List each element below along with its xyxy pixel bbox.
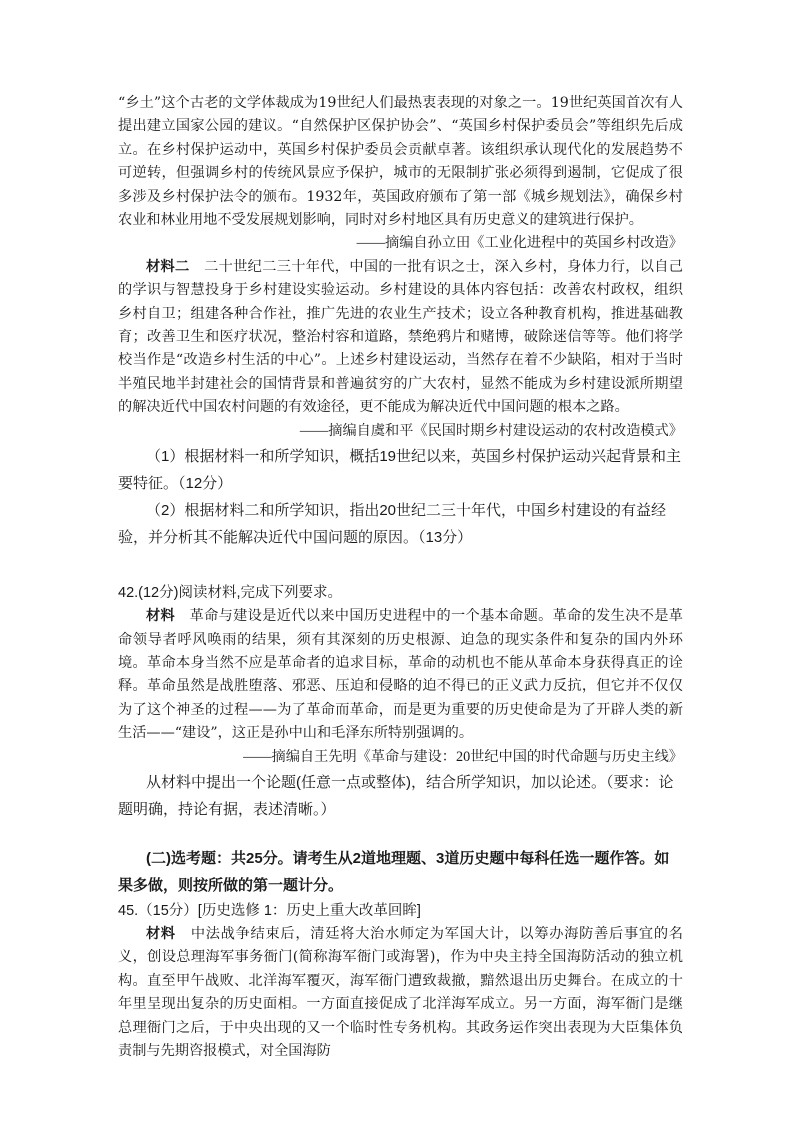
material-2-text: 二十世纪二三十年代，中国的一批有识之士，深入乡村，身体力行，以自己的学识与智慧投身于乡村建设实验运动。乡村建设的具体内容包括：改善农村政权，组织乡村自卫；组建各种合作社，推广先进的农业生产技术；设立各种教育机构，推进基础教育；改善卫生和医疗状况，整治村容和道路，禁绝鸦片和赌博，破除迷信等等。他们将学校当作是“改造乡村生活的中心”。上述乡村建设运动，当然存在着不少缺陷，相对于当时半殖民地半封建社会的国情背景和普遍贫穷的广大农村，显然不能成为乡村建设派所期望的解决近代中国农村问题的有效途径，更不能成为解决近代中国问题的根本之路。 <box>118 258 683 416</box>
question-42-text: 革命与建设是近代以来中国历史进程中的一个基本命题。革命的发生决不是革命领导者呼风唤雨的结果，须有其深刻的历史根源、迫急的现实条件和复杂的国内外环境。革命本身当然不应是革命者的追求目标，革命的动机也不能从革命本身获得真正的诠释。革命虽然是战胜堕落、邪恶、压迫和侵略的迫不得已的正义武力反抗，但它并不仅仅为了这个神圣的过程——为了革命而革命，而是更为重要的历史使命是为了开辟人类的新生活——“建设”，这正是孙中山和毛泽东所特别强调的。 <box>118 608 683 742</box>
material-2-paragraph <box>118 256 683 420</box>
question-41-2: （2）根据材料二和所学知识，指出20世纪二三十年代，中国乡村建设的有益经验，并分析其不能解决近代中国问题的原因。（13分） <box>118 502 667 547</box>
question-45-heading: 45.（15分）[历史选修 1：历史上重大改革回眸] <box>118 902 421 919</box>
question-42-label: 材料 <box>146 608 176 625</box>
exam-page <box>118 92 683 1063</box>
question-45-material <box>118 923 683 1063</box>
material-2-source: ——摘编自虞和平《民国时期乡村建设运动的农村改造模式》 <box>299 422 683 439</box>
question-45-text: 中法战争结束后，清廷将大治水师定为军国大计，以筹办海防善后事宜的名义，创设总理海军事务衙门(简称海军衙门或海署)，作为中央主持全国海防活动的独立机构。直至甲午战败、北洋海军覆灭，海军衙门遭致裁撤，黯然退出历史舞台。在成立的十年里呈现出复杂的历史面相。一方面直接促成了北洋海军成立。另一方面，海军衙门是继总理衙门之后，于中央出现的又一个临时性专务机构。其政务运作突出表现为大臣集体负责制与先期咨报模式，对全国海防 <box>118 925 683 1059</box>
question-41-1: （1）根据材料一和所学知识，概括19世纪以来，英国乡村保护运动兴起背景和主要特征。（12分） <box>118 448 682 493</box>
elective-section-heading: (二)选考题：共25分。请考生从2道地理题、3道历史题中每科任选一题作答。如果多做，则按所做的第一题计分。 <box>118 849 670 894</box>
question-42-heading: 42.(12分)阅读材料,完成下列要求。 <box>118 585 342 602</box>
question-42-source: ——摘编自王先明《革命与建设：20世纪中国的时代命题与历史主线》 <box>243 748 683 765</box>
question-42-material <box>118 605 683 745</box>
material-2-label: 材料二 <box>146 258 190 275</box>
material-1-text: “乡土”这个古老的文学体裁成为19世纪人们最热衷表现的对象之一。19世纪英国首次有人提出建立国家公园的建议。“自然保护区保护协会”、“英国乡村保护委员会”等组织先后成立。在乡村保护运动中，英国乡村保护委员会贡献卓著。该组织承认现代化的发展趋势不可逆转，但强调乡村的传统风景应予保护，城市的无限制扩张必须得到遏制，它促成了很多涉及乡村保护法令的颁布。1932年，英国政府颁布了第一部《城乡规划法》，确保乡村农业和林业用地不受发展规划影响，同时对乡村地区具有历史意义的建筑进行保护。 <box>118 95 683 229</box>
spacer <box>118 551 683 581</box>
question-45-label: 材料 <box>146 925 176 942</box>
material-1-source: ——摘编自孙立田《工业化进程中的英国乡村改造》 <box>356 235 683 252</box>
question-42-requirement: 从材料中提出一个论题(任意一点或整体)，结合所学知识，加以论述。（要求：论题明确，持论有据，表述清晰。） <box>118 773 674 818</box>
spacer <box>118 823 683 845</box>
